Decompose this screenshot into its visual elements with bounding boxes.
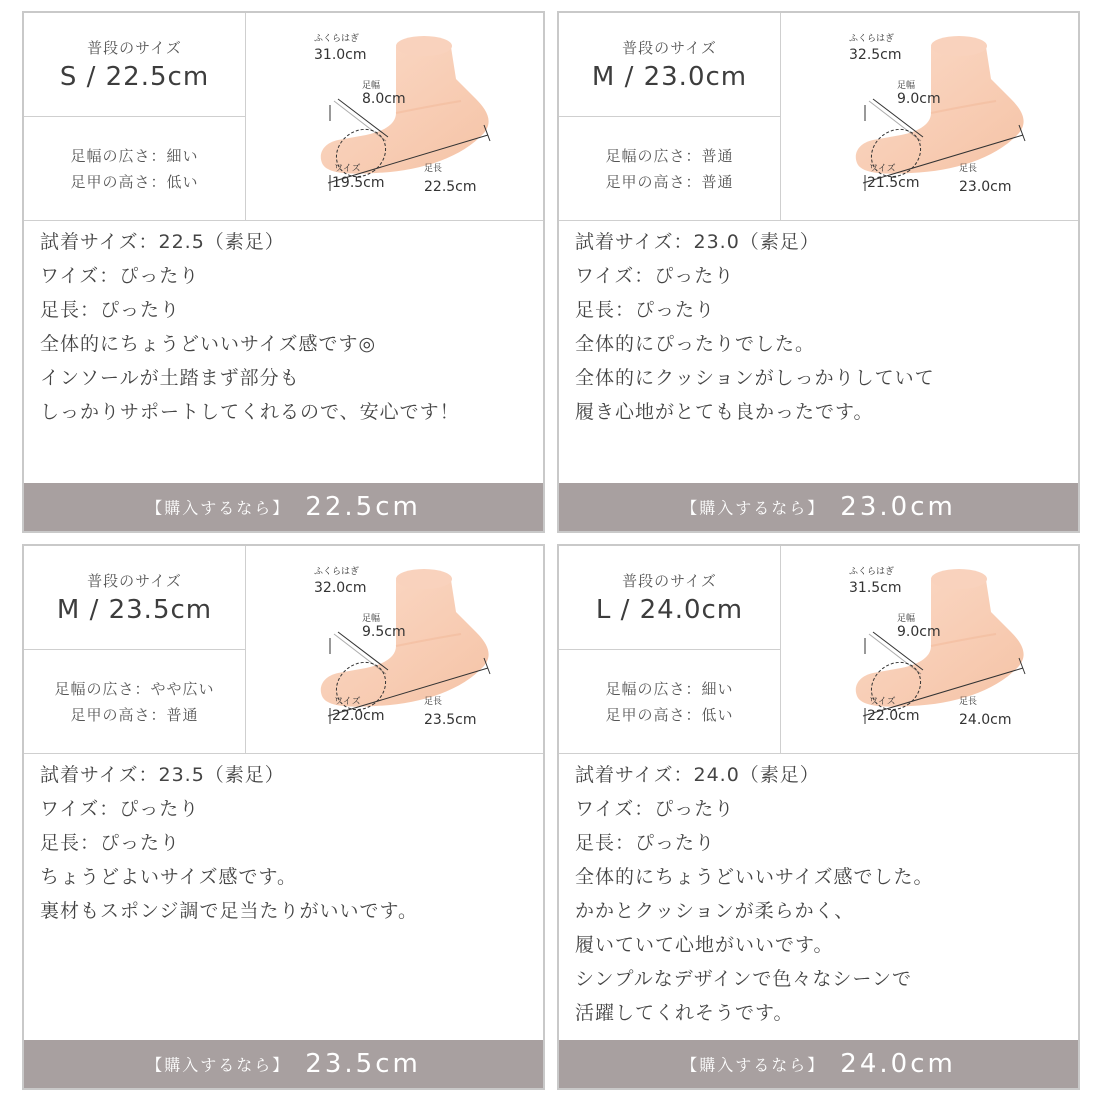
card-header [559,13,1078,221]
buy-size: 23.5cm [305,1049,421,1079]
width-label: ワイズ [334,164,361,174]
review-line: 履いていて心地がいいです。 [575,934,834,956]
review-line: ワイズ：ぴったり [575,798,735,820]
instep-label: 足幅 [897,614,916,624]
foot-diagram [246,13,546,218]
review-line: ワイズ：ぴったり [575,265,735,287]
calf-label: ふくらはぎ [849,567,895,577]
instep-value: 9.0cm [897,91,941,107]
usual-size-label: 普段のサイズ [87,39,182,57]
review-text [575,225,1062,429]
foot-cell [781,13,1078,220]
fit-cell [24,650,246,753]
calf-value: 32.0cm [314,580,367,596]
instep-value: 8.0cm [362,91,406,107]
fit-cell [559,117,781,220]
fit-line: 足甲の高さ：低い [605,706,734,724]
width-label: ワイズ [869,697,896,707]
foot-diagram [781,13,1081,218]
buy-label: 【購入するなら】 [146,1055,291,1075]
usual-size-cell [24,546,246,650]
review-line: 試着サイズ：23.0（素足） [575,231,820,253]
foot-cell [246,13,543,220]
buy-label: 【購入するなら】 [146,498,291,518]
buy-label: 【購入するなら】 [681,498,826,518]
usual-size-cell [24,13,246,117]
card-header [24,546,543,754]
fit-line: 足幅の広さ：普通 [605,147,734,165]
usual-size-cell [559,546,781,650]
fit-line: 足幅の広さ：細い [605,680,734,698]
width-value: 21.5cm [867,175,920,191]
usual-size-cell [559,13,781,117]
foot-cell [781,546,1078,753]
usual-size-value: M / 23.5cm [56,595,213,625]
review-line: 足長：ぴったり [575,299,716,321]
card-header [24,13,543,221]
fit-line: 足幅の広さ：やや広い [54,680,215,698]
length-value: 23.5cm [424,712,477,728]
review-line: 裏材もスポンジ調で足当たりがいいです。 [40,900,419,922]
buy-banner [559,483,1078,531]
fit-cell [559,650,781,753]
review-text [575,758,1062,1030]
card-header [559,546,1078,754]
review-line: しっかりサポートしてくれるので、安心です！ [40,401,460,423]
width-value: 19.5cm [332,175,385,191]
fit-line: 足甲の高さ：普通 [605,173,734,191]
review-line: 足長：ぴったり [575,832,716,854]
fit-cell [24,117,246,220]
length-value: 24.0cm [959,712,1012,728]
calf-label: ふくらはぎ [314,567,360,577]
review-line: 全体的にクッションがしっかりしていて [575,367,935,389]
foot-diagram [246,546,546,751]
review-line: ワイズ：ぴったり [40,798,200,820]
review-line: 活躍してくれそうです。 [575,1002,794,1024]
buy-label: 【購入するなら】 [681,1055,826,1075]
width-label: ワイズ [869,164,896,174]
calf-label: ふくらはぎ [314,34,360,44]
length-value: 23.0cm [959,179,1012,195]
length-value: 22.5cm [424,179,477,195]
review-line: 全体的にちょうどいいサイズ感です◎ [40,333,377,355]
length-label: 足長 [424,164,443,174]
review-line: かかとクッションが柔らかく、 [575,900,855,922]
review-line: ワイズ：ぴったり [40,265,200,287]
review-line: インソールが土踏まず部分も [40,367,300,389]
buy-size: 23.0cm [840,492,956,522]
size-card [557,11,1080,533]
buy-banner [559,1040,1078,1088]
width-label: ワイズ [334,697,361,707]
width-value: 22.0cm [867,708,920,724]
fit-line: 足幅の広さ：細い [70,147,199,165]
buy-size: 24.0cm [840,1049,956,1079]
length-label: 足長 [959,697,978,707]
review-line: 試着サイズ：23.5（素足） [40,764,285,786]
review-line: ちょうどよいサイズ感です。 [40,866,297,888]
size-card [557,544,1080,1090]
instep-value: 9.5cm [362,624,406,640]
review-text [40,758,527,928]
instep-label: 足幅 [362,614,381,624]
size-card [22,11,545,533]
fit-line: 足甲の高さ：低い [70,173,199,191]
usual-size-value: L / 24.0cm [595,595,744,625]
size-card [22,544,545,1090]
buy-banner [24,483,543,531]
calf-value: 31.0cm [314,47,367,63]
review-line: 全体的にぴったりでした。 [575,333,816,355]
instep-value: 9.0cm [897,624,941,640]
calf-value: 31.5cm [849,580,902,596]
foot-cell [246,546,543,753]
usual-size-label: 普段のサイズ [87,572,182,590]
length-label: 足長 [424,697,443,707]
length-label: 足長 [959,164,978,174]
usual-size-value: S / 22.5cm [59,62,210,92]
review-line: 全体的にちょうどいいサイズ感でした。 [575,866,934,888]
fit-line: 足甲の高さ：普通 [70,706,199,724]
foot-diagram [781,546,1081,751]
review-line: 試着サイズ：24.0（素足） [575,764,820,786]
usual-size-value: M / 23.0cm [591,62,748,92]
buy-banner [24,1040,543,1088]
calf-label: ふくらはぎ [849,34,895,44]
instep-label: 足幅 [362,81,381,91]
review-line: シンプルなデザインで色々なシーンで [575,968,913,990]
width-value: 22.0cm [332,708,385,724]
usual-size-label: 普段のサイズ [622,572,717,590]
review-text [40,225,527,429]
instep-label: 足幅 [897,81,916,91]
usual-size-label: 普段のサイズ [622,39,717,57]
review-line: 足長：ぴったり [40,832,181,854]
buy-size: 22.5cm [305,492,421,522]
calf-value: 32.5cm [849,47,902,63]
review-line: 履き心地がとても良かったです。 [575,401,874,423]
review-line: 試着サイズ：22.5（素足） [40,231,285,253]
review-line: 足長：ぴったり [40,299,181,321]
